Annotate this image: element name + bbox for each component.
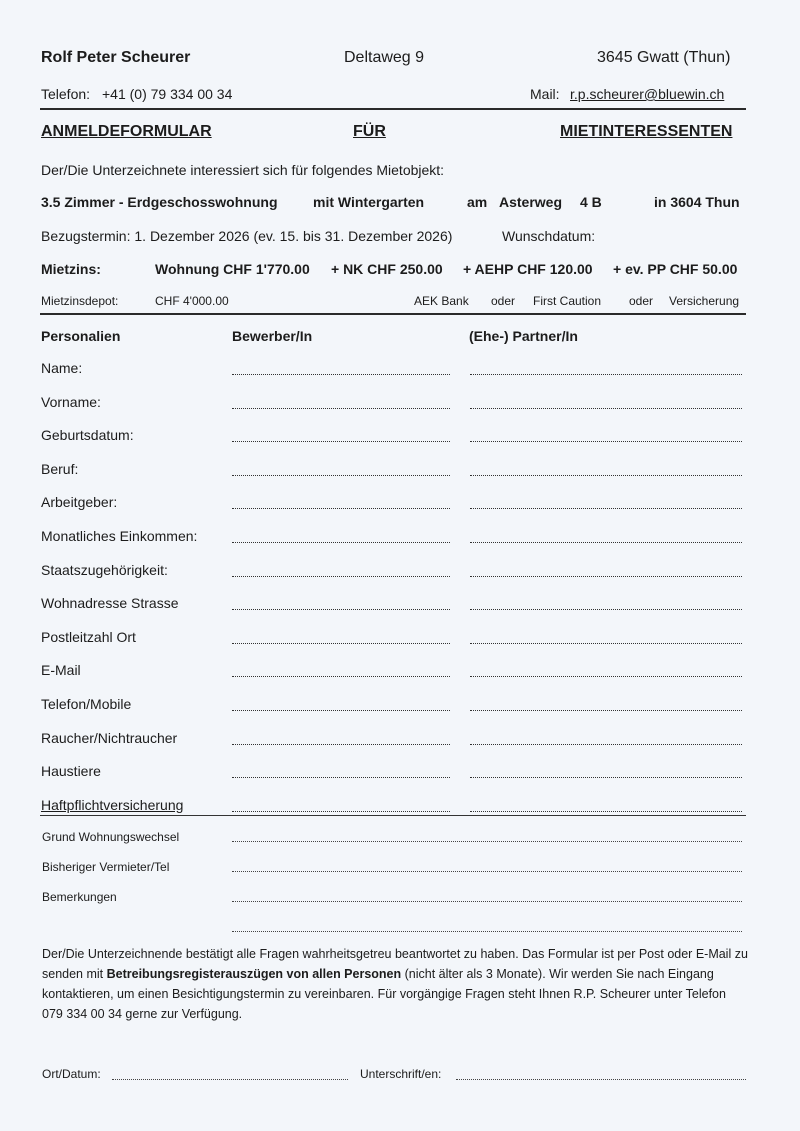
partner-input-line[interactable] [470,710,742,711]
deposit-option-insurance: Versicherung [669,294,740,308]
remark-input-line[interactable] [232,871,742,872]
place-date-line[interactable] [112,1079,348,1080]
field-label: Name: [41,360,83,376]
rent-apartment: Wohnung CHF 1'770.00 [155,261,310,277]
confirmation-text-part2: (nicht älter als 3 Monate). Wir werden Sie nach Eingang kontaktieren, um einen Besichtigungstermin zu vereinbaren. Für vorgängige Fragen steht Ihnen R.P. Scheurer unter Telefon 079 334 00 34 gerne zur Verfügung. [42,967,726,1021]
rent-label: Mietzins: [41,261,101,277]
applicant-input-line[interactable] [232,777,450,778]
field-label: Raucher/Nichtraucher [41,729,178,746]
field-label: Beruf: [41,460,79,477]
applicant-input-line[interactable] [232,374,450,375]
deposit-label: Mietzinsdepot: [41,294,119,308]
column-applicant: Bewerber/In [232,328,313,344]
partner-input-line[interactable] [470,441,742,442]
field-label: Staatszugehörigkeit: [41,561,168,578]
applicant-input-line[interactable] [232,475,450,476]
applicant-input-line[interactable] [232,508,450,509]
applicant-input-line[interactable] [232,441,450,442]
applicant-input-line[interactable] [232,744,450,745]
section-divider [40,313,746,315]
phone-label: Telefon: [41,86,91,102]
phone-number: +41 (0) 79 334 00 34 [102,86,233,102]
partner-input-line[interactable] [470,374,742,375]
object-rooms: 3.5 Zimmer - Erdgeschosswohnung [41,194,278,210]
field-label: Vorname: [41,393,101,410]
object-am: am [467,194,488,210]
mail-address: r.p.scheurer@bluewin.ch [570,86,725,102]
partner-input-line[interactable] [470,408,742,409]
applicant-input-line[interactable] [232,643,450,644]
object-city: in 3604 Thun [654,194,740,210]
partner-input-line[interactable] [470,744,742,745]
wish-date-label: Wunschdatum: [502,228,596,244]
partner-input-line[interactable] [470,643,742,644]
deposit-or: oder [629,294,654,308]
partner-input-line[interactable] [470,811,742,812]
remark-field-label: Grund Wohnungswechsel [42,830,180,844]
column-personalien: Personalien [41,328,121,344]
applicant-input-line[interactable] [232,408,450,409]
field-label: Geburtsdatum: [41,427,134,444]
remark-input-line[interactable] [232,901,742,902]
table-divider [40,815,746,816]
partner-input-line[interactable] [470,475,742,476]
move-in-date: Bezugstermin: 1. Dezember 2026 (ev. 15. bis 31. Dezember 2026) [41,228,453,244]
landlord-city: 3645 Gwatt (Thun) [597,49,731,66]
remark-field-label: Bemerkungen [42,890,117,904]
field-label: Monatliches Einkommen: [41,528,198,544]
field-label: Haustiere [41,763,101,780]
partner-input-line[interactable] [470,777,742,778]
remark-extra-line[interactable] [232,931,742,932]
object-number: 4 B [580,194,602,210]
intro-text: Der/Die Unterzeichnete interessiert sich für folgendes Mietobjekt: [41,162,445,178]
confirmation-text-part1: Der/Die Unterzeichnende bestätigt alle Fragen wahrheitsgetreu beantwortet zu haben. Das Formular ist per Post oder E-Mail zu senden mit [42,947,748,981]
partner-input-line[interactable] [470,508,742,509]
landlord-street: Deltaweg 9 [344,49,425,66]
title-mietinteressenten: MIETINTERESSENTEN [560,123,733,140]
field-label: Haftpflichtversicherung [41,796,184,813]
field-label: E-Mail [41,662,81,679]
object-feature: mit Wintergarten [313,194,425,210]
column-partner: (Ehe-) Partner/In [469,328,578,344]
partner-input-line[interactable] [470,542,742,543]
object-street: Asterweg [499,194,563,210]
signature-line[interactable] [456,1079,746,1080]
title-fuer: FÜR [353,123,386,140]
deposit-option-aek: AEK Bank [414,294,469,308]
rent-nk: + NK CHF 250.00 [331,261,443,277]
remark-input-line[interactable] [232,841,742,842]
header-divider [40,108,746,110]
partner-input-line[interactable] [470,576,742,577]
applicant-input-line[interactable] [232,542,450,543]
deposit-option-firstcaution: First Caution [533,294,602,308]
field-label: Postleitzahl Ort [41,628,136,645]
applicant-input-line[interactable] [232,609,450,610]
applicant-input-line[interactable] [232,811,450,812]
remark-field-label: Bisheriger Vermieter/Tel [42,860,170,874]
rent-pp: + ev. PP CHF 50.00 [613,261,738,277]
field-label: Telefon/Mobile [41,696,132,712]
applicant-input-line[interactable] [232,710,450,711]
signature-label: Unterschrift/en: [360,1067,442,1081]
applicant-input-line[interactable] [232,576,450,577]
title-anmeldeformular: ANMELDEFORMULAR [41,123,212,140]
mail-label: Mail: [530,86,560,102]
field-label: Arbeitgeber: [41,494,118,511]
field-label: Wohnadresse Strasse [41,595,179,612]
applicant-input-line[interactable] [232,676,450,677]
confirmation-text [42,944,748,1024]
confirmation-text-bold: Betreibungsregisterauszügen von allen Personen [106,967,402,981]
partner-input-line[interactable] [470,609,742,610]
landlord-name: Rolf Peter Scheurer [41,49,191,66]
place-date-label: Ort/Datum: [42,1067,101,1081]
partner-input-line[interactable] [470,676,742,677]
deposit-amount: CHF 4'000.00 [155,294,229,308]
rent-aehp: + AEHP CHF 120.00 [463,261,593,277]
deposit-or: oder [491,294,516,308]
